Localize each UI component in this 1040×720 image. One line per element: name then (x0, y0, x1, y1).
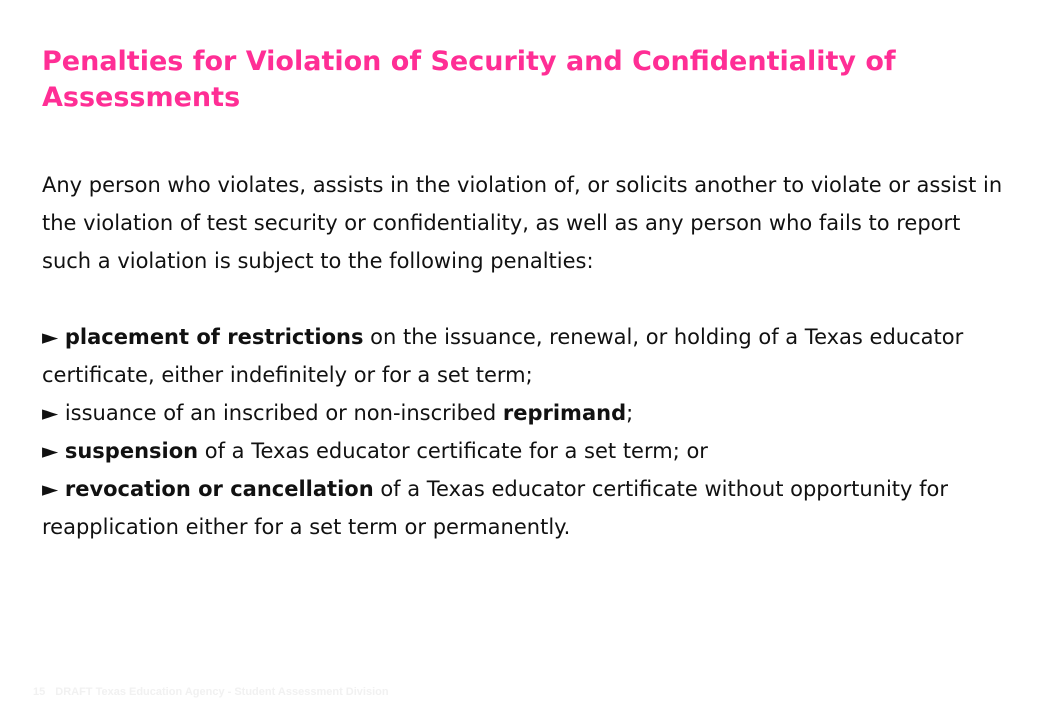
intro-paragraph: Any person who violates, assists in the violation of, or solicits another to violate or assist in the violation of test security or confidentiality, as well as any person who fails to report such a violation is subject to the following penalties: (42, 173, 1003, 273)
bullet-post-text: of a Texas educator certificate for a set term; or (198, 439, 708, 463)
bullet-arrow-icon: ► (42, 439, 59, 463)
bullet-item-revocation (42, 470, 1007, 546)
bullet-post-text: on the issuance, renewal, or holding of a Texas educator certificate, either indefinitely or for a set term; (42, 325, 964, 387)
bullet-bold-term: revocation or cancellation (64, 477, 374, 501)
bullet-arrow-icon: ► (42, 325, 59, 349)
page-number: 15 (33, 686, 46, 698)
slide-body (42, 166, 1007, 546)
bullet-pre-text: issuance of an inscribed or non-inscribed (64, 401, 503, 425)
bullet-post-text: of a Texas educator certificate without opportunity for reapplication either for a set term or permanently. (42, 477, 949, 539)
slide-title: Penalties for Violation of Security and Confidentiality of Assessments (42, 46, 896, 113)
bullet-bold-term: suspension (64, 439, 199, 463)
bullet-bold-term: reprimand (502, 401, 627, 425)
bullet-arrow-icon: ► (42, 401, 59, 425)
bullet-item-restrictions (42, 318, 1007, 394)
bullet-item-suspension (42, 432, 1007, 470)
footer-text: DRAFT Texas Education Agency - Student Assessment Division (55, 686, 389, 698)
bullet-post-text: ; (626, 401, 634, 425)
bullet-bold-term: placement of restrictions (64, 325, 364, 349)
bullet-arrow-icon: ► (42, 477, 59, 501)
bullet-item-reprimand (42, 394, 1007, 432)
slide-footer (33, 686, 389, 698)
